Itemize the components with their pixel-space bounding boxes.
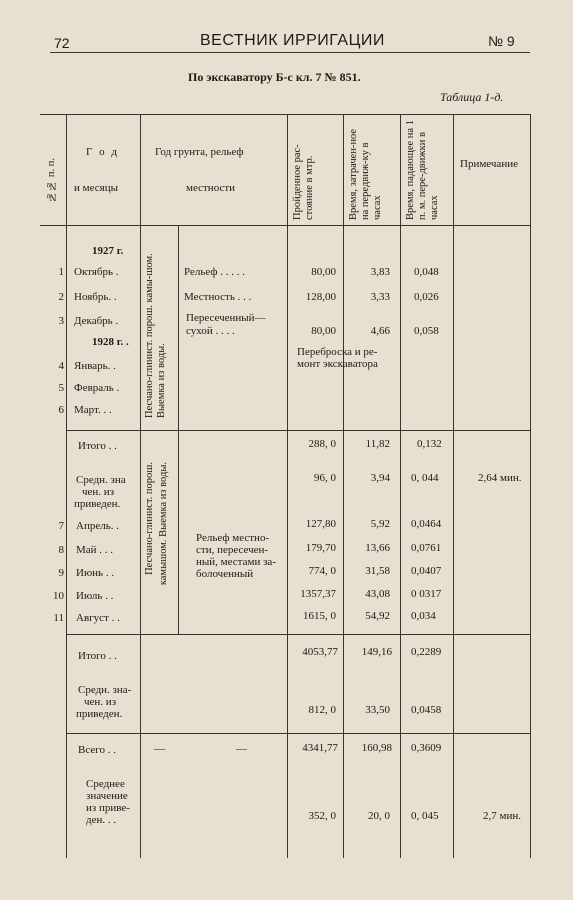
grand-total-label: Всего . . (78, 744, 116, 756)
avg-label: приведен. (74, 498, 121, 510)
row-month: Ноябрь. . (74, 291, 117, 303)
total-time: 11,82 (365, 438, 390, 450)
header-bottom-rule (40, 225, 530, 226)
section-rule-3 (66, 733, 530, 734)
row-month: Август . . (76, 612, 120, 624)
col-rule (66, 114, 67, 858)
total-distance: 288, 0 (308, 438, 336, 450)
row-per-m: 0,048 (414, 266, 439, 278)
total-per-m: 0,132 (417, 438, 442, 450)
row-distance: 128,00 (305, 291, 336, 303)
header-distance: Пройденное рас-стояние в мтр. (292, 144, 315, 220)
row-time: 43,08 (365, 588, 390, 600)
row-time: 31,58 (365, 565, 390, 577)
header-time-per-m: Время, падающее на 1 п. м. пере-движки в часах (405, 120, 440, 220)
row-distance: 774, 0 (308, 565, 336, 577)
row-per-m: 0,0464 (411, 518, 442, 530)
soil-vertical: камышом. Выемка из воды. (158, 462, 169, 586)
header-rule (50, 52, 530, 53)
soil-vertical: Песчано-глинист. порош. камы-шом. Выемка из воды. (144, 253, 167, 418)
row-distance: 80,00 (311, 325, 336, 337)
row-month: Июль . . (76, 590, 114, 602)
row-per-m: 0,026 (414, 291, 439, 303)
avg-label: приведен. (76, 708, 123, 720)
note-line: Переброска и ре- (297, 346, 378, 358)
header-time-move: Время, затрачен-ное на передвиж-ку в часах (348, 128, 383, 220)
row-distance: 179,70 (305, 542, 336, 554)
section-rule-1 (66, 430, 530, 431)
avg-label: Средн. зна (76, 474, 126, 486)
total-time: 149,16 (361, 646, 392, 658)
grand-total-distance: 4341,77 (302, 742, 338, 754)
avg-note: 2,64 мин. (478, 472, 522, 484)
total-distance: 4053,77 (302, 646, 338, 658)
header-year-1: Г о д (86, 146, 119, 158)
table-top-rule (40, 114, 530, 115)
avg-label: чен. из (82, 486, 115, 498)
avg-distance: 96, 0 (314, 472, 336, 484)
row-time: 54,92 (365, 610, 390, 622)
table-title: По экскаватору Б-с кл. 7 № 851. (188, 70, 361, 84)
row-time: 13,66 (365, 542, 390, 554)
row-month: Май . . . (76, 544, 114, 556)
total-per-m: 0,2289 (411, 646, 442, 658)
row-number: 3 (58, 315, 64, 327)
header-notes: Примечание (460, 158, 518, 170)
row-number: 8 (58, 544, 64, 556)
row-number: 6 (58, 404, 64, 416)
row-time: 4,66 (370, 325, 390, 337)
header-year-2: и месяцы (74, 182, 118, 194)
row-distance: 80,00 (311, 266, 336, 278)
row-month: Январь. . (74, 360, 116, 372)
row-per-m: 0 0317 (411, 588, 442, 600)
col-rule (530, 114, 531, 858)
avg-distance: 812, 0 (308, 704, 336, 716)
year-label: 1928 г. . (92, 336, 129, 348)
row-per-m: 0,034 (411, 610, 436, 622)
grand-total-per-m: 0,3609 (411, 742, 442, 754)
avg-label: ден. . . (86, 814, 117, 826)
row-relief: Местность . . . (184, 291, 252, 303)
col-rule (453, 114, 454, 858)
row-time: 5,92 (370, 518, 390, 530)
year-label: 1927 г. (92, 245, 124, 257)
relief-line: Рельеф местно- (196, 532, 270, 544)
row-per-m: 0,0407 (411, 565, 442, 577)
row-time: 3,33 (370, 291, 390, 303)
row-month: Февраль . (74, 382, 120, 394)
avg-label: значение (86, 790, 128, 802)
avg-label: Среднее (86, 778, 125, 790)
col-rule (140, 114, 141, 858)
row-per-m: 0,0761 (411, 542, 442, 554)
dash: — (154, 743, 165, 755)
row-distance: 1357,37 (300, 588, 336, 600)
row-per-m: 0,058 (414, 325, 439, 337)
dash: — (236, 743, 247, 755)
avg-time: 3,94 (370, 472, 390, 484)
row-number: 5 (58, 382, 64, 394)
row-relief: Рельеф . . . . . (184, 266, 246, 278)
avg-time: 20, 0 (368, 810, 390, 822)
relief-line: болоченный (196, 568, 254, 580)
avg-per-m: 0,0458 (411, 704, 442, 716)
header-soil-1: Год грунта, рельеф (155, 146, 244, 158)
avg-note: 2,7 мин. (483, 810, 521, 822)
row-month: Октябрь . (74, 266, 119, 278)
row-relief: сухой . . . . (186, 325, 235, 337)
row-distance: 127,80 (305, 518, 336, 530)
section-rule-2 (66, 634, 530, 635)
row-number: 11 (53, 612, 64, 624)
avg-per-m: 0, 044 (411, 472, 439, 484)
row-number: 4 (58, 360, 64, 372)
row-number: 10 (53, 590, 64, 602)
row-month: Апрель. . (76, 520, 119, 532)
row-month: Июнь . . (76, 567, 115, 579)
table-label: Таблица 1-д. (440, 90, 504, 104)
row-number: 2 (58, 291, 64, 303)
note-line: монт экскаватора (297, 358, 378, 370)
avg-distance: 352, 0 (308, 810, 336, 822)
soil-vertical: Песчано-глинист. порош. (144, 462, 155, 575)
avg-per-m: 0, 045 (411, 810, 439, 822)
grand-total-time: 160,98 (361, 742, 392, 754)
col-rule (178, 226, 179, 634)
row-distance: 1615, 0 (303, 610, 336, 622)
row-month: Март. . . (74, 404, 112, 416)
row-relief: Пересеченный— (186, 312, 266, 324)
avg-time: 33,50 (365, 704, 390, 716)
avg-label: Средн. зна- (78, 684, 132, 696)
header-soil-2: местности (186, 182, 236, 194)
page-number: 72 (54, 35, 70, 51)
row-number: 7 (58, 520, 64, 532)
journal-title: ВЕСТНИК ИРРИГАЦИИ (200, 32, 385, 49)
avg-label: из приве- (86, 802, 130, 814)
row-month: Декабрь . (74, 315, 119, 327)
total-label: Итого . . (78, 650, 117, 662)
row-number: 9 (58, 567, 64, 579)
total-label: Итого . . (78, 440, 117, 452)
row-time: 3,83 (370, 266, 390, 278)
relief-line: ный, местами за- (196, 556, 276, 568)
row-number: 1 (58, 266, 64, 278)
relief-line: сти, пересечен- (196, 544, 269, 556)
avg-label: чен. из (84, 696, 117, 708)
col-rule (400, 114, 401, 858)
issue-number: № 9 (488, 33, 515, 49)
header-num: №№ п. п. (46, 158, 57, 202)
